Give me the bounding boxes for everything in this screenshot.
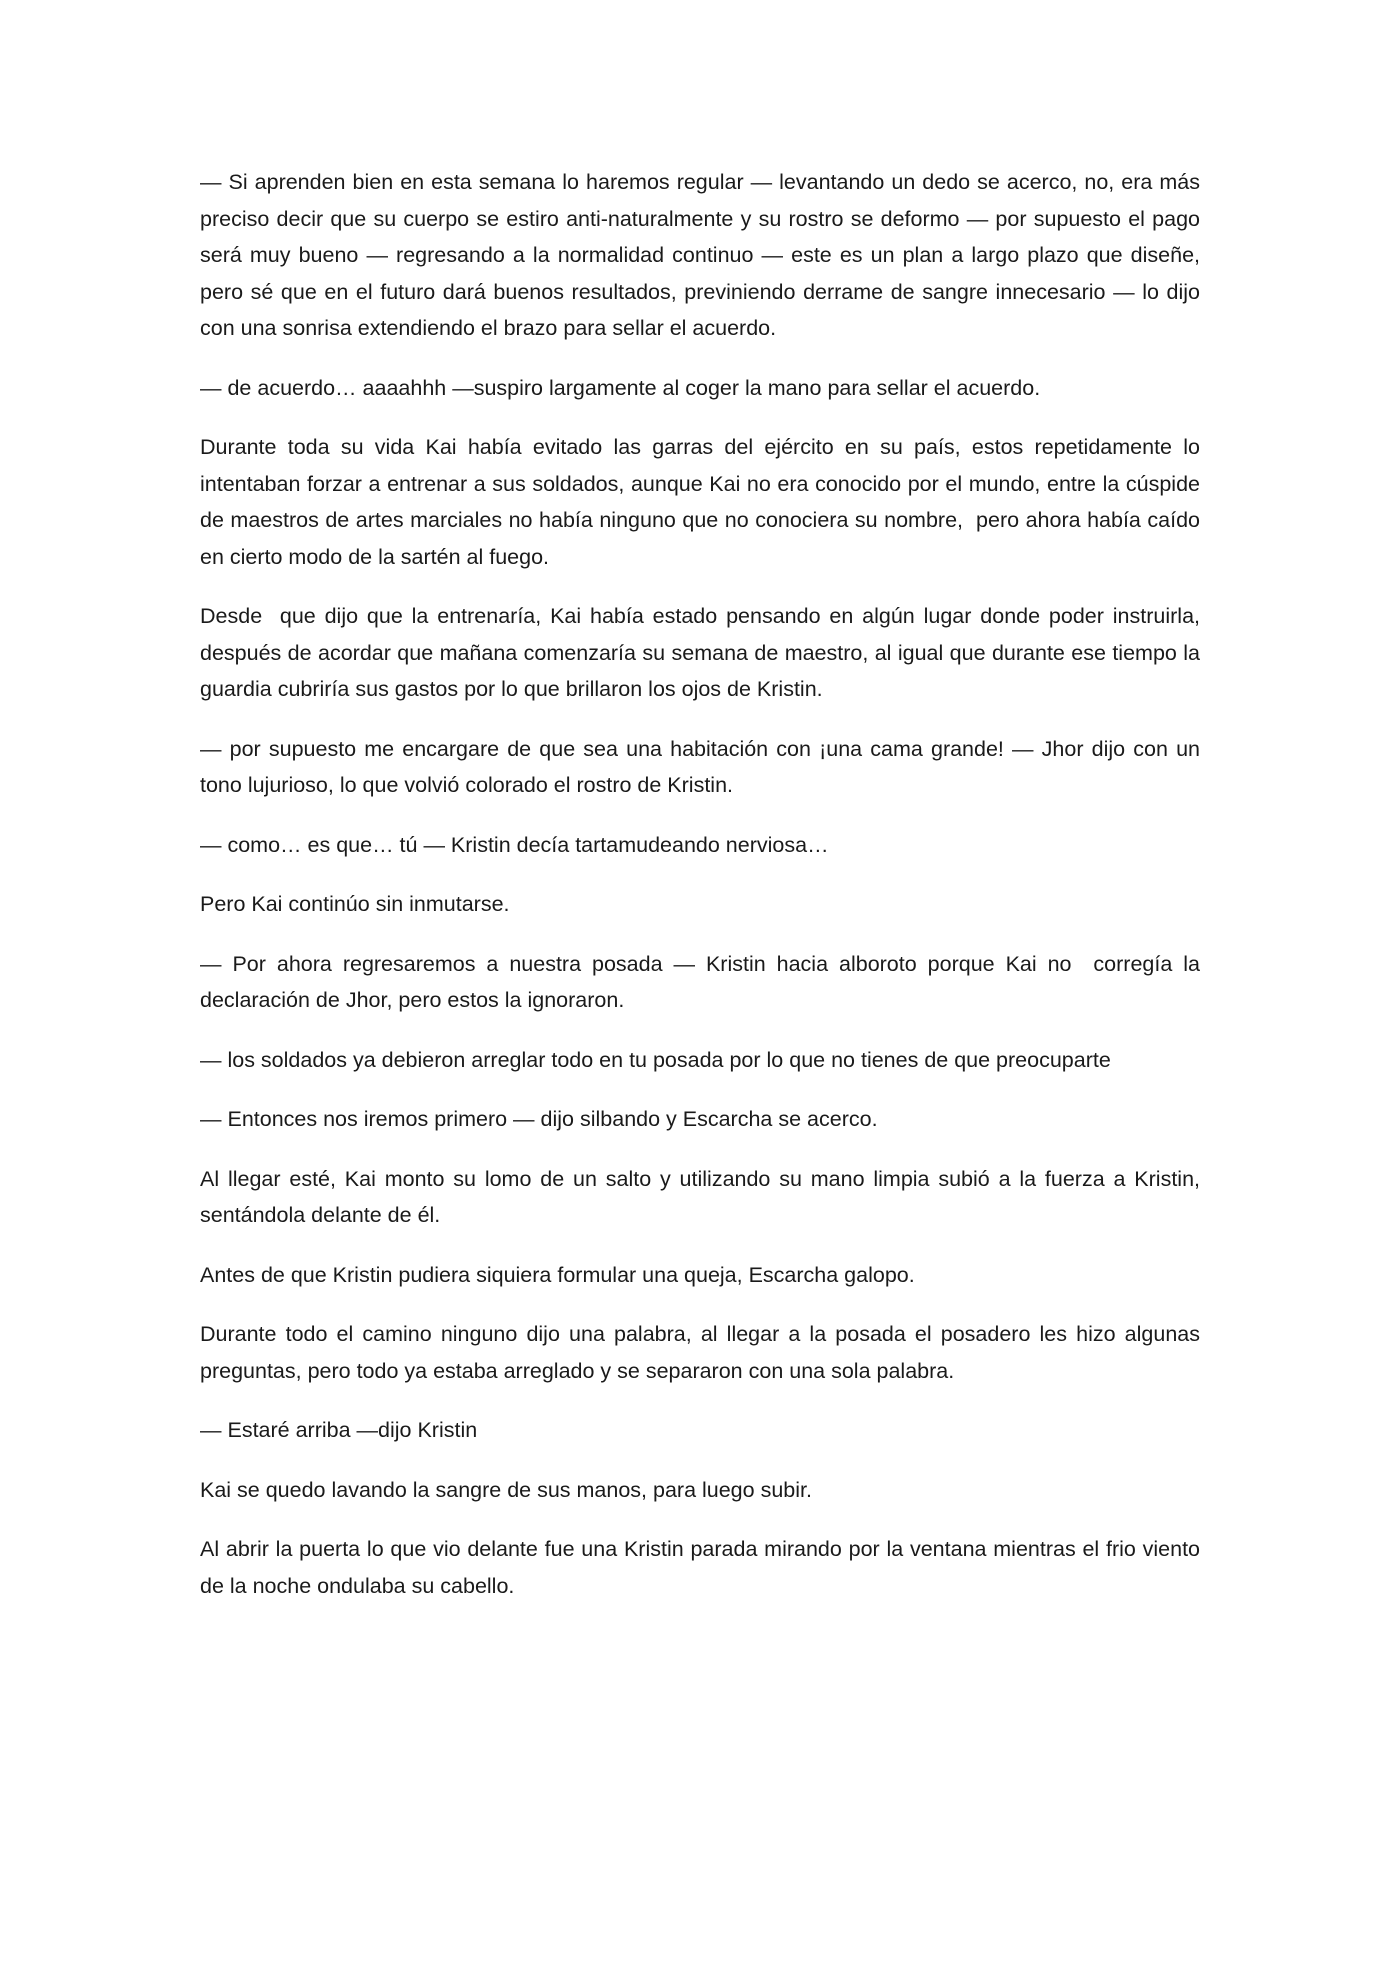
paragraph-3: Durante toda su vida Kai había evitado las garras del ejército en su país, estos repetidamente lo intentaban forzar a entrenar a sus soldados, aunque Kai no era conocido por el mundo, entre la cúspide de maestros de artes marciales no había ninguno que no conociera su nombre, pero ahora había caído en cierto modo de la sartén al fuego. bbox=[200, 435, 1206, 569]
paragraph-10: — Entonces nos iremos primero — dijo silbando y Escarcha se acerco. bbox=[200, 1107, 878, 1131]
paragraph-9: — los soldados ya debieron arreglar todo en tu posada por lo que no tienes de que preocuparte bbox=[200, 1047, 1111, 1072]
paragraph-5: — por supuesto me encargare de que sea una habitación con ¡una cama grande! — Jhor dijo con un tono lujurioso, lo que volvió colorado el rostro de Kristin. bbox=[200, 736, 1206, 797]
paragraph-8: — Por ahora regresaremos a nuestra posada — Kristin hacia alboroto porque Kai no corregía la declaración de Jhor, pero estos la ignoraron. bbox=[200, 951, 1206, 1012]
paragraph-4: Desde que dijo que la entrenaría, Kai había estado pensando en algún lugar donde poder instruirla, después de acordar que mañana comenzaría su semana de maestro, al igual que durante ese tiempo la guardia cubriría sus gastos por lo que brillaron los ojos de Kristin. bbox=[200, 604, 1206, 701]
paragraph-16: Al abrir la puerta lo que vio delante fue una Kristin parada mirando por la ventana mientras el frio viento de la noche ondulaba su cabello. bbox=[200, 1537, 1206, 1598]
paragraph-7: Pero Kai continúo sin inmutarse. bbox=[200, 892, 510, 916]
paragraph-12: Antes de que Kristin pudiera siquiera formular una queja, Escarcha galopo. bbox=[200, 1262, 915, 1287]
paragraph-1: — Si aprenden bien en esta semana lo haremos regular — levantando un dedo se acerco, no, era más preciso decir que su cuerpo se estiro anti-naturalmente y su rostro se deformo — por supuesto el pago será muy bueno — regresando a la normalidad continuo — este es un plan a largo plazo que diseñe, pero sé que en el futuro dará buenos resultados, previniendo derrame de sangre innecesario — lo dijo con una sonrisa extendiendo el brazo para sellar el acuerdo. bbox=[200, 170, 1206, 340]
document-page bbox=[200, 164, 1206, 1627]
paragraph-15: Kai se quedo lavando la sangre de sus manos, para luego subir. bbox=[200, 1477, 812, 1502]
paragraph-13: Durante todo el camino ninguno dijo una palabra, al llegar a la posada el posadero les hizo algunas preguntas, pero todo ya estaba arreglado y se separaron con una sola palabra. bbox=[200, 1322, 1206, 1383]
paragraph-14: — Estaré arriba —dijo Kristin bbox=[200, 1418, 478, 1442]
paragraph-2: — de acuerdo… aaaahhh —suspiro largamente al coger la mano para sellar el acuerdo. bbox=[200, 375, 1041, 400]
paragraph-6: — como… es que… tú — Kristin decía tartamudeando nerviosa… bbox=[200, 832, 829, 857]
paragraph-11: Al llegar esté, Kai monto su lomo de un salto y utilizando su mano limpia subió a la fuerza a Kristin, sentándola delante de él. bbox=[200, 1166, 1206, 1227]
